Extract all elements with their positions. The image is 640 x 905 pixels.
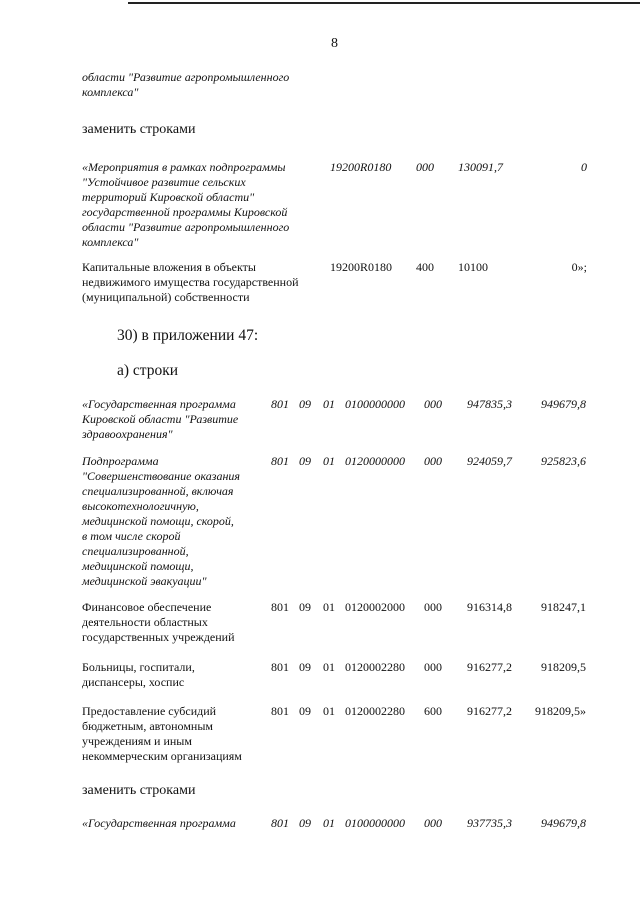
cell-csr: 19200R0180 [330,260,393,274]
cell-vr: 600 [424,704,442,718]
cell-v2: 0 [581,160,587,174]
cell-pr: 01 [323,816,335,830]
cell-v1: 130091,7 [458,160,503,174]
cell-vr: 000 [416,160,434,174]
cell-vr: 000 [424,397,442,411]
cell-v2: 918209,5» [535,704,586,718]
cell-v1: 916277,2 [467,704,512,718]
cell-v2: 949679,8 [541,397,586,411]
cell-v1: 937735,3 [467,816,512,830]
cell-vr: 000 [424,660,442,674]
cell-ved: 801 [271,600,289,614]
cell-v1: 947835,3 [467,397,512,411]
cell-ved: 801 [271,660,289,674]
cell-rz: 09 [299,660,311,674]
cell-csr: 0120002280 [345,660,405,674]
section-heading: 30) в приложении 47: [117,327,259,344]
cell-pr: 01 [323,600,335,614]
cell-ved: 801 [271,704,289,718]
fragment-text: области "Развитие агропромышленного комплекса" [82,70,290,99]
replace-heading-2: заменить строками [82,783,196,798]
cell-csr: 0120002000 [345,600,405,614]
cell-vr: 400 [416,260,434,274]
row-name: «Государственная программа [82,816,236,830]
cell-vr: 000 [424,454,442,468]
cell-rz: 09 [299,704,311,718]
cell-ved: 801 [271,816,289,830]
cell-vr: 000 [424,816,442,830]
cell-csr: 0100000000 [345,816,405,830]
sub-heading: а) строки [117,362,179,379]
cell-v2: 925823,6 [541,454,586,468]
cell-v2: 949679,8 [541,816,586,830]
cell-pr: 01 [323,397,335,411]
cell-csr: 0120002280 [345,704,405,718]
cell-csr: 0120000000 [345,454,405,468]
cell-v1: 916277,2 [467,660,512,674]
page-number: 8 [331,36,338,51]
row-name: «Мероприятия в рамках подпрограммы "Устойчивое развитие сельских территорий Кировской области" государственной программы Кировской области "Развитие агропромышленного комплекса" [82,160,290,249]
cell-rz: 09 [299,816,311,830]
cell-rz: 09 [299,454,311,468]
cell-pr: 01 [323,660,335,674]
row-name: Финансовое обеспечение деятельности областных государственных учреждений [82,600,235,644]
row-name: Предоставление субсидий бюджетным, автономным учреждениям и иным некоммерческим организациям [82,704,242,763]
cell-v1: 10100 [458,260,488,274]
cell-v2: 918209,5 [541,660,586,674]
cell-v1: 924059,7 [467,454,512,468]
cell-vr: 000 [424,600,442,614]
row-name: Больницы, госпитали, диспансеры, хоспис [82,660,195,689]
row-name: «Государственная программа Кировской области "Развитие здравоохранения" [82,397,239,441]
row-name: Подпрограмма "Совершенствование оказания специализированной, включая высокотехнологичную, медицинской помощи, скорой, в том числе скорой специализированной, медицинской помощи, медицинской эвакуации" [82,454,240,588]
cell-csr: 19200R0180 [330,160,392,174]
cell-pr: 01 [323,704,335,718]
cell-pr: 01 [323,454,335,468]
cell-v2: 918247,1 [541,600,586,614]
top-rule [128,2,640,4]
row-name: Капитальные вложения в объекты недвижимого имущества государственной (муниципальной) собственности [82,260,299,304]
cell-rz: 09 [299,600,311,614]
cell-v2: 0»; [571,260,587,274]
cell-ved: 801 [271,397,289,411]
replace-heading-1: заменить строками [82,122,196,137]
cell-csr: 0100000000 [345,397,405,411]
cell-ved: 801 [271,454,289,468]
cell-rz: 09 [299,397,311,411]
cell-v1: 916314,8 [467,600,512,614]
